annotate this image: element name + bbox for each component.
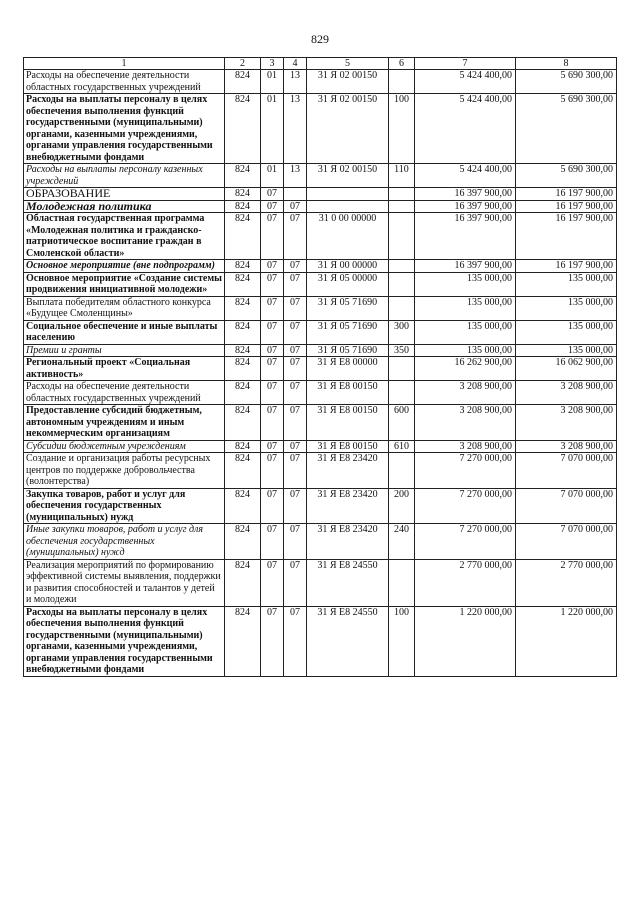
table-row <box>24 320 617 344</box>
expense-type <box>389 200 415 213</box>
amount-year-2: 3 208 900,00 <box>516 381 617 405</box>
amount-year-1: 5 424 400,00 <box>415 164 516 188</box>
row-name: Социальное обеспечение и иные выплаты населению <box>24 320 225 344</box>
amount-year-2: 1 220 000,00 <box>516 606 617 676</box>
expense-type: 110 <box>389 164 415 188</box>
row-name: Субсидии бюджетным учреждениям <box>24 440 225 453</box>
amount-year-1: 16 397 900,00 <box>415 260 516 273</box>
row-name: Иные закупки товаров, работ и услуг для обеспечения государственных (муниципальных) нужд <box>24 524 225 560</box>
target-article <box>307 200 389 213</box>
section-code: 01 <box>261 164 284 188</box>
amount-year-1: 3 208 900,00 <box>415 440 516 453</box>
row-name: Расходы на обеспечение деятельности областных государственных учреждений <box>24 70 225 94</box>
table-row <box>24 524 617 560</box>
amount-year-2: 16 197 900,00 <box>516 200 617 213</box>
grbs-code: 824 <box>225 453 261 489</box>
expense-type <box>389 559 415 606</box>
amount-year-2: 135 000,00 <box>516 296 617 320</box>
grbs-code: 824 <box>225 164 261 188</box>
table-row <box>24 260 617 273</box>
expense-type: 100 <box>389 606 415 676</box>
table-row <box>24 94 617 164</box>
grbs-code: 824 <box>225 94 261 164</box>
table-row <box>24 213 617 260</box>
table-row <box>24 344 617 357</box>
amount-year-2: 135 000,00 <box>516 320 617 344</box>
table-row <box>24 164 617 188</box>
row-name: Молодежная политика <box>24 200 225 213</box>
column-header: 4 <box>284 58 307 70</box>
amount-year-1: 3 208 900,00 <box>415 405 516 441</box>
subsection-code: 07 <box>284 344 307 357</box>
subsection-code: 13 <box>284 164 307 188</box>
row-name: Областная государственная программа «Молодежная политика и гражданско-патриотическое воспитание граждан в Смоленской области» <box>24 213 225 260</box>
table-row <box>24 381 617 405</box>
subsection-code: 07 <box>284 488 307 524</box>
expense-type: 600 <box>389 405 415 441</box>
row-name: Расходы на выплаты персоналу в целях обеспечения выполнения функций государственными (муниципальными) органами, казенными учреждениями, органами управления государственными внебюджетными фондами <box>24 606 225 676</box>
subsection-code: 07 <box>284 440 307 453</box>
amount-year-1: 135 000,00 <box>415 320 516 344</box>
section-code: 07 <box>261 524 284 560</box>
row-name: Создание и организация работы ресурсных центров по поддержке добровольчества (волонтерства) <box>24 453 225 489</box>
subsection-code: 07 <box>284 405 307 441</box>
grbs-code: 824 <box>225 70 261 94</box>
grbs-code: 824 <box>225 440 261 453</box>
subsection-code: 07 <box>284 606 307 676</box>
expense-type: 300 <box>389 320 415 344</box>
expense-type <box>389 381 415 405</box>
subsection-code: 07 <box>284 357 307 381</box>
amount-year-1: 7 270 000,00 <box>415 488 516 524</box>
target-article: 31 0 00 00000 <box>307 213 389 260</box>
section-code: 01 <box>261 94 284 164</box>
section-code: 07 <box>261 296 284 320</box>
section-code: 07 <box>261 381 284 405</box>
subsection-code: 07 <box>284 260 307 273</box>
amount-year-2: 7 070 000,00 <box>516 453 617 489</box>
row-name: Реализация мероприятий по формированию эффективной системы выявления, поддержки и развития способностей и талантов у детей и молодежи <box>24 559 225 606</box>
subsection-code: 13 <box>284 94 307 164</box>
expense-type <box>389 260 415 273</box>
grbs-code: 824 <box>225 320 261 344</box>
row-name: Предоставление субсидий бюджетным, автономным учреждениям и иным некоммерческим организациям <box>24 405 225 441</box>
expense-type <box>389 357 415 381</box>
grbs-code: 824 <box>225 559 261 606</box>
section-code: 07 <box>261 260 284 273</box>
section-code: 07 <box>261 320 284 344</box>
expense-type <box>389 296 415 320</box>
expense-type: 610 <box>389 440 415 453</box>
target-article: 31 Я Е8 23420 <box>307 524 389 560</box>
grbs-code: 824 <box>225 200 261 213</box>
grbs-code: 824 <box>225 272 261 296</box>
amount-year-2: 3 208 900,00 <box>516 405 617 441</box>
row-name: Региональный проект «Социальная активность» <box>24 357 225 381</box>
table-row <box>24 488 617 524</box>
expense-type: 240 <box>389 524 415 560</box>
table-row <box>24 405 617 441</box>
amount-year-1: 135 000,00 <box>415 296 516 320</box>
expense-type <box>389 188 415 201</box>
section-code: 07 <box>261 488 284 524</box>
table-row <box>24 606 617 676</box>
row-name: Основное мероприятие (вне подпрограмм) <box>24 260 225 273</box>
amount-year-1: 135 000,00 <box>415 272 516 296</box>
expense-type <box>389 70 415 94</box>
expense-type <box>389 453 415 489</box>
section-code: 07 <box>261 272 284 296</box>
grbs-code: 824 <box>225 296 261 320</box>
target-article: 31 Я Е8 23420 <box>307 453 389 489</box>
grbs-code: 824 <box>225 524 261 560</box>
amount-year-2: 5 690 300,00 <box>516 94 617 164</box>
table-row <box>24 559 617 606</box>
grbs-code: 824 <box>225 606 261 676</box>
amount-year-1: 5 424 400,00 <box>415 94 516 164</box>
row-name: Закупка товаров, работ и услуг для обеспечения государственных (муниципальных) нужд <box>24 488 225 524</box>
amount-year-1: 5 424 400,00 <box>415 70 516 94</box>
grbs-code: 824 <box>225 488 261 524</box>
amount-year-1: 16 262 900,00 <box>415 357 516 381</box>
subsection-code: 07 <box>284 320 307 344</box>
amount-year-2: 135 000,00 <box>516 344 617 357</box>
column-header: 5 <box>307 58 389 70</box>
subsection-code: 07 <box>284 524 307 560</box>
row-name: Основное мероприятие «Создание системы продвижения инициативной молодежи» <box>24 272 225 296</box>
amount-year-1: 7 270 000,00 <box>415 524 516 560</box>
section-code: 07 <box>261 213 284 260</box>
subsection-code: 07 <box>284 200 307 213</box>
table-row <box>24 272 617 296</box>
column-header: 8 <box>516 58 617 70</box>
section-code: 07 <box>261 200 284 213</box>
grbs-code: 824 <box>225 405 261 441</box>
row-name: Расходы на обеспечение деятельности областных государственных учреждений <box>24 381 225 405</box>
amount-year-2: 7 070 000,00 <box>516 524 617 560</box>
row-name: Выплата победителям областного конкурса «Будущее Смоленщины» <box>24 296 225 320</box>
target-article: 31 Я Е8 00000 <box>307 357 389 381</box>
page-number: 829 <box>311 32 329 46</box>
subsection-code: 13 <box>284 70 307 94</box>
amount-year-2: 16 197 900,00 <box>516 213 617 260</box>
table-header-row <box>24 58 617 70</box>
row-name: Расходы на выплаты персоналу в целях обеспечения выполнения функций государственными (муниципальными) органами, казенными учреждениями, органами управления государственными внебюджетными фондами <box>24 94 225 164</box>
expense-type <box>389 213 415 260</box>
row-name: ОБРАЗОВАНИЕ <box>24 188 225 201</box>
amount-year-2: 7 070 000,00 <box>516 488 617 524</box>
column-header: 7 <box>415 58 516 70</box>
section-code: 07 <box>261 344 284 357</box>
amount-year-1: 2 770 000,00 <box>415 559 516 606</box>
budget-table <box>23 57 617 677</box>
target-article: 31 Я 05 00000 <box>307 272 389 296</box>
grbs-code: 824 <box>225 213 261 260</box>
grbs-code: 824 <box>225 357 261 381</box>
subsection-code: 07 <box>284 453 307 489</box>
expense-type: 100 <box>389 94 415 164</box>
amount-year-1: 7 270 000,00 <box>415 453 516 489</box>
expense-type: 200 <box>389 488 415 524</box>
target-article: 31 Я 05 71690 <box>307 320 389 344</box>
column-header: 6 <box>389 58 415 70</box>
target-article: 31 Я Е8 24550 <box>307 559 389 606</box>
target-article: 31 Я 02 00150 <box>307 164 389 188</box>
target-article <box>307 188 389 201</box>
amount-year-2: 16 197 900,00 <box>516 260 617 273</box>
target-article: 31 Я 05 71690 <box>307 344 389 357</box>
target-article: 31 Я Е8 24550 <box>307 606 389 676</box>
grbs-code: 824 <box>225 344 261 357</box>
amount-year-2: 2 770 000,00 <box>516 559 617 606</box>
table-row <box>24 296 617 320</box>
target-article: 31 Я Е8 00150 <box>307 381 389 405</box>
target-article: 31 Я 00 00000 <box>307 260 389 273</box>
amount-year-1: 16 397 900,00 <box>415 188 516 201</box>
amount-year-1: 135 000,00 <box>415 344 516 357</box>
table-row <box>24 357 617 381</box>
subsection-code: 07 <box>284 272 307 296</box>
section-code: 07 <box>261 606 284 676</box>
amount-year-1: 3 208 900,00 <box>415 381 516 405</box>
table-row <box>24 200 617 213</box>
row-name: Премии и гранты <box>24 344 225 357</box>
target-article: 31 Я 02 00150 <box>307 94 389 164</box>
subsection-code: 07 <box>284 559 307 606</box>
amount-year-2: 5 690 300,00 <box>516 164 617 188</box>
section-code: 07 <box>261 559 284 606</box>
target-article: 31 Я Е8 00150 <box>307 405 389 441</box>
section-code: 01 <box>261 70 284 94</box>
amount-year-2: 16 197 900,00 <box>516 188 617 201</box>
amount-year-1: 1 220 000,00 <box>415 606 516 676</box>
table-row <box>24 70 617 94</box>
target-article: 31 Я 02 00150 <box>307 70 389 94</box>
subsection-code: 07 <box>284 381 307 405</box>
section-code: 07 <box>261 357 284 381</box>
target-article: 31 Я Е8 23420 <box>307 488 389 524</box>
amount-year-2: 135 000,00 <box>516 272 617 296</box>
amount-year-1: 16 397 900,00 <box>415 213 516 260</box>
amount-year-2: 5 690 300,00 <box>516 70 617 94</box>
amount-year-2: 16 062 900,00 <box>516 357 617 381</box>
column-header: 2 <box>225 58 261 70</box>
table-row <box>24 440 617 453</box>
table-row <box>24 453 617 489</box>
section-code: 07 <box>261 453 284 489</box>
section-code: 07 <box>261 405 284 441</box>
column-header: 1 <box>24 58 225 70</box>
grbs-code: 824 <box>225 260 261 273</box>
amount-year-1: 16 397 900,00 <box>415 200 516 213</box>
target-article: 31 Я Е8 00150 <box>307 440 389 453</box>
grbs-code: 824 <box>225 188 261 201</box>
section-code: 07 <box>261 188 284 201</box>
subsection-code: 07 <box>284 213 307 260</box>
grbs-code: 824 <box>225 381 261 405</box>
subsection-code <box>284 188 307 201</box>
row-name: Расходы на выплаты персоналу казенных учреждений <box>24 164 225 188</box>
column-header: 3 <box>261 58 284 70</box>
expense-type <box>389 272 415 296</box>
subsection-code: 07 <box>284 296 307 320</box>
target-article: 31 Я 05 71690 <box>307 296 389 320</box>
expense-type: 350 <box>389 344 415 357</box>
amount-year-2: 3 208 900,00 <box>516 440 617 453</box>
section-code: 07 <box>261 440 284 453</box>
